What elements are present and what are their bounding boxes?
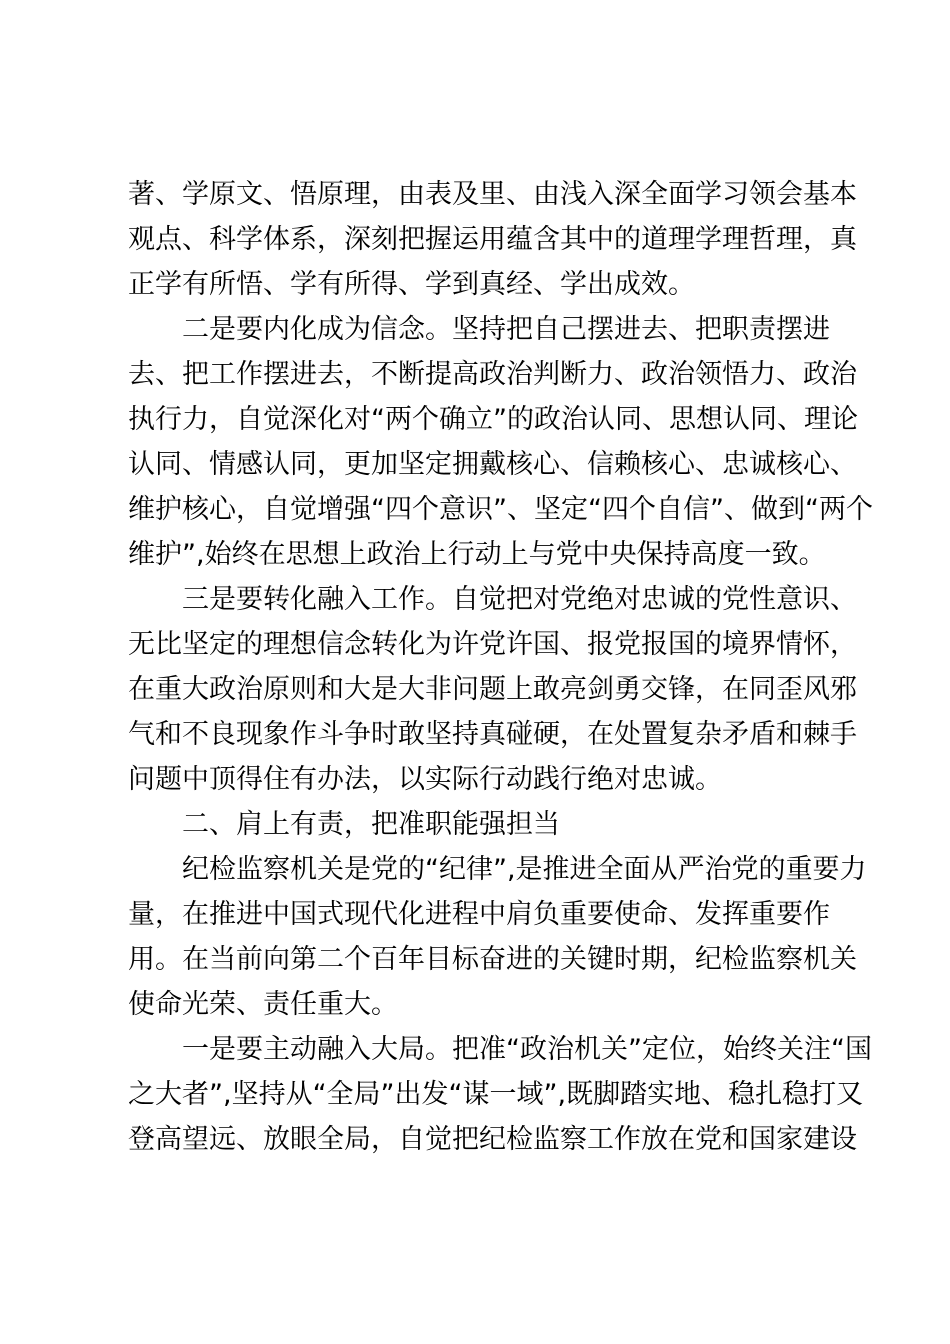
section-heading bbox=[128, 802, 834, 847]
text-line: 认同、情感认同，更加坚定拥戴核心、信赖核心、忠诚核心、 bbox=[128, 449, 857, 480]
text-line: 无比坚定的理想信念转化为许党许国、报党报国的境界情怀， bbox=[128, 629, 857, 660]
text-line: 之大者”,坚持从“全局”出发“谋一域”,既脚踏实地、稳扎稳打又 bbox=[128, 1079, 864, 1110]
text-line: 维护核心，自觉增强“四个意识”、坚定“四个自信”、做到“两个 bbox=[128, 494, 873, 525]
text-line: 著、学原文、悟原理，由表及里、由浅入深全面学习领会基本 bbox=[128, 179, 857, 210]
text-line: 气和不良现象作斗争时敢坚持真碰硬，在处置复杂矛盾和棘手 bbox=[128, 719, 857, 750]
paragraph-internalize-belief bbox=[128, 307, 873, 577]
document-body bbox=[128, 172, 873, 1162]
text-line: 用。在当前向第二个百年目标奋进的关键时期，纪检监察机关 bbox=[128, 944, 857, 975]
text-line: 三是要转化融入工作。自觉把对党绝对忠诚的党性意识、 bbox=[182, 584, 857, 615]
text-line: 去、把工作摆进去，不断提高政治判断力、政治领悟力、政治 bbox=[128, 359, 857, 390]
paragraph-discipline-organs bbox=[128, 847, 867, 1027]
section-heading-text: 二、肩上有责，把准职能强担当 bbox=[182, 809, 560, 840]
text-line: 观点、科学体系，深刻把握运用蕴含其中的道理学理哲理，真 bbox=[128, 224, 857, 255]
text-line: 正学有所悟、学有所得、学到真经、学出成效。 bbox=[128, 269, 695, 300]
text-line: 问题中顶得住有办法，以实际行动践行绝对忠诚。 bbox=[128, 764, 722, 795]
text-line: 维护”,始终在思想上政治上行动上与党中央保持高度一致。 bbox=[128, 539, 826, 570]
text-line: 二是要内化成为信念。坚持把自己摆进去、把职责摆进 bbox=[182, 314, 830, 345]
paragraph-integrate-overall bbox=[128, 1027, 872, 1162]
text-line: 登高望远、放眼全局，自觉把纪检监察工作放在党和国家建设 bbox=[128, 1124, 857, 1155]
text-line: 一是要主动融入大局。把准“政治机关”定位，始终关注“国 bbox=[182, 1034, 872, 1065]
text-line: 执行力，自觉深化对“两个确立”的政治认同、思想认同、理论 bbox=[128, 404, 858, 435]
text-line: 纪检监察机关是党的“纪律”,是推进全面从严治党的重要力 bbox=[182, 854, 867, 885]
text-line: 量，在推进中国式现代化进程中肩负重要使命、发挥重要作 bbox=[128, 899, 830, 930]
text-line: 使命光荣、责任重大。 bbox=[128, 989, 398, 1020]
paragraph-continued-study bbox=[128, 172, 857, 307]
paragraph-transform-work bbox=[128, 577, 857, 802]
text-line: 在重大政治原则和大是大非问题上敢亮剑勇交锋，在同歪风邪 bbox=[128, 674, 857, 705]
